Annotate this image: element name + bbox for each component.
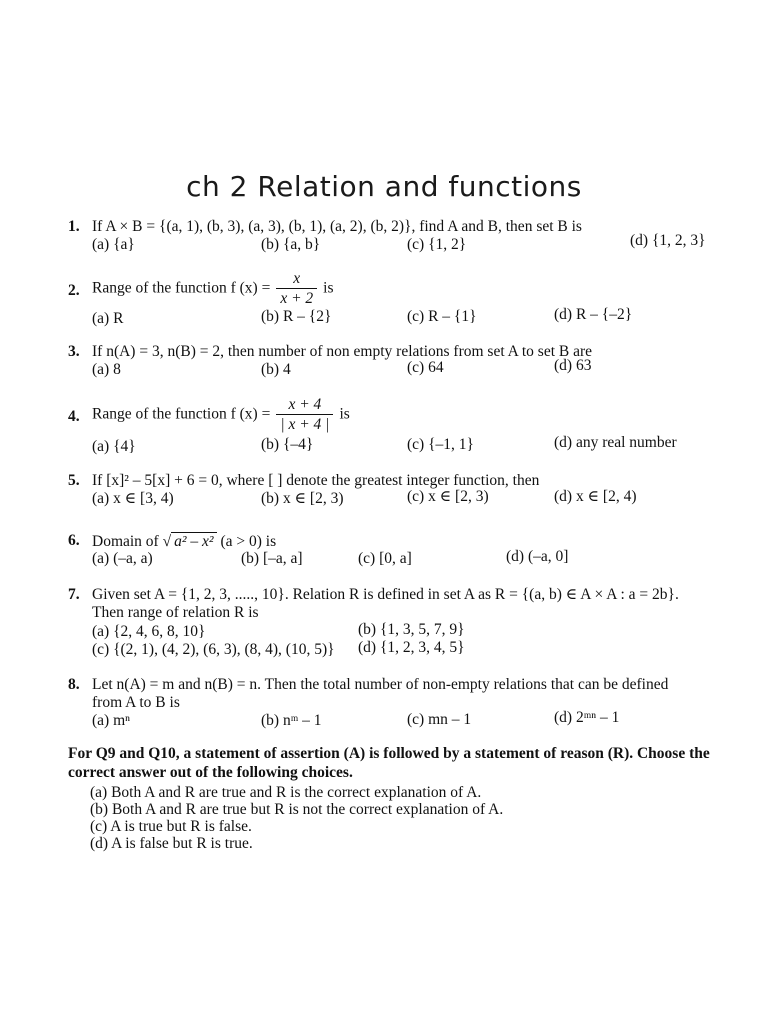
option-b: (b) x ∈ [2, 3) (261, 490, 344, 507)
question-7 (68, 586, 728, 658)
stem-text: Range of the function f (x) = (92, 405, 271, 423)
option-b: (b) {1, 3, 5, 7, 9} (358, 621, 465, 638)
option-d: (d) x ∈ [2, 4) (554, 488, 637, 505)
question-stem-continued: from A to B is (92, 694, 180, 711)
question-number: 2. (68, 282, 80, 299)
option-a: (a) {a} (92, 236, 135, 253)
stem-text-end: (a > 0) is (220, 533, 277, 550)
question-6 (68, 532, 728, 572)
question-4 (68, 396, 728, 456)
option-b: (b) 4 (261, 361, 291, 378)
radical-sign: √ (162, 533, 172, 550)
question-2 (68, 270, 728, 330)
stem-text: Range of the function f (x) = (92, 279, 271, 297)
square-root (163, 532, 217, 551)
question-number: 4. (68, 408, 80, 425)
choice-b: (b) Both A and R are true but R is not the correct explanation of A. (90, 801, 504, 818)
option-a: (a) R (92, 310, 124, 327)
question-number: 6. (68, 532, 80, 549)
option-b: (b) {–4} (261, 436, 314, 453)
option-c: (c) R – {1} (407, 308, 477, 325)
stem-text: Domain of (92, 533, 159, 550)
option-c: (c) {(2, 1), (4, 2), (6, 3), (8, 4), (10, 5)} (92, 641, 335, 658)
page-title: ch 2 Relation and functions (186, 170, 582, 203)
question-number: 1. (68, 218, 80, 235)
question-number: 7. (68, 586, 80, 603)
option-b: (b) R – {2} (261, 308, 332, 325)
question-stem (92, 532, 276, 551)
question-stem: Given set A = {1, 2, 3, ....., 10}. Relation R is defined in set A as R = {(a, b) ∈ A × A : a = 2b}. (92, 586, 679, 603)
option-b: (b) {a, b} (261, 236, 321, 253)
radicand: a² – x² (171, 532, 216, 551)
option-d: (d) {1, 2, 3, 4, 5} (358, 639, 465, 656)
question-5 (68, 472, 728, 512)
question-stem (92, 396, 350, 434)
choice-a: (a) Both A and R are true and R is the correct explanation of A. (90, 784, 482, 801)
question-stem: If [x]² – 5[x] + 6 = 0, where [ ] denote the greatest integer function, then (92, 472, 540, 489)
fraction (276, 396, 333, 434)
option-d: (d) 2ᵐⁿ – 1 (554, 709, 620, 726)
option-d: (d) any real number (554, 434, 677, 451)
option-a: (a) x ∈ [3, 4) (92, 490, 174, 507)
option-d: (d) (–a, 0] (506, 548, 569, 565)
stem-text-end: is (323, 279, 334, 297)
question-number: 8. (68, 676, 80, 693)
option-b: (b) nᵐ – 1 (261, 712, 322, 729)
fraction-numerator: x (293, 270, 301, 287)
choice-c: (c) A is true but R is false. (90, 818, 252, 835)
option-d: (d) 63 (554, 357, 592, 374)
option-a: (a) 8 (92, 361, 121, 378)
option-d: (d) R – {–2} (554, 306, 633, 323)
option-b: (b) [–a, a] (241, 550, 303, 567)
option-c: (c) [0, a] (358, 550, 412, 567)
fraction (276, 270, 317, 308)
option-a: (a) (–a, a) (92, 550, 153, 567)
option-d: (d) {1, 2, 3} (630, 232, 706, 249)
question-3 (68, 343, 728, 383)
option-c: (c) {1, 2} (407, 236, 467, 253)
option-a: (a) mⁿ (92, 712, 131, 729)
option-a: (a) {4} (92, 438, 136, 455)
question-number: 5. (68, 472, 80, 489)
fraction-denominator: x + 2 (276, 288, 317, 308)
option-c: (c) x ∈ [2, 3) (407, 488, 489, 505)
question-1 (68, 218, 728, 258)
question-stem-continued: Then range of relation R is (92, 604, 259, 621)
question-stem: If n(A) = 3, n(B) = 2, then number of non empty relations from set A to set B are (92, 343, 593, 360)
option-c: (c) 64 (407, 359, 444, 376)
option-a: (a) {2, 4, 6, 8, 10} (92, 623, 206, 640)
choice-d: (d) A is false but R is true. (90, 835, 253, 852)
question-8 (68, 676, 728, 732)
question-stem: Let n(A) = m and n(B) = n. Then the total number of non-empty relations that can be defined (92, 676, 669, 693)
assertion-reason-instruction: For Q9 and Q10, a statement of assertion (A) is followed by a statement of reason (R). Choose the correct answer out of the following choices. (68, 745, 710, 781)
option-c: (c) mn – 1 (407, 711, 472, 728)
fraction-denominator: | x + 4 | (276, 414, 333, 434)
stem-text-end: is (339, 405, 350, 423)
option-c: (c) {–1, 1} (407, 436, 474, 453)
question-stem (92, 270, 334, 308)
question-number: 3. (68, 343, 80, 360)
question-stem: If A × B = {(a, 1), (b, 3), (a, 3), (b, 1), (a, 2), (b, 2)}, find A and B, then set B is (92, 218, 582, 235)
fraction-numerator: x + 4 (288, 396, 322, 413)
assertion-reason-choices (90, 784, 503, 852)
